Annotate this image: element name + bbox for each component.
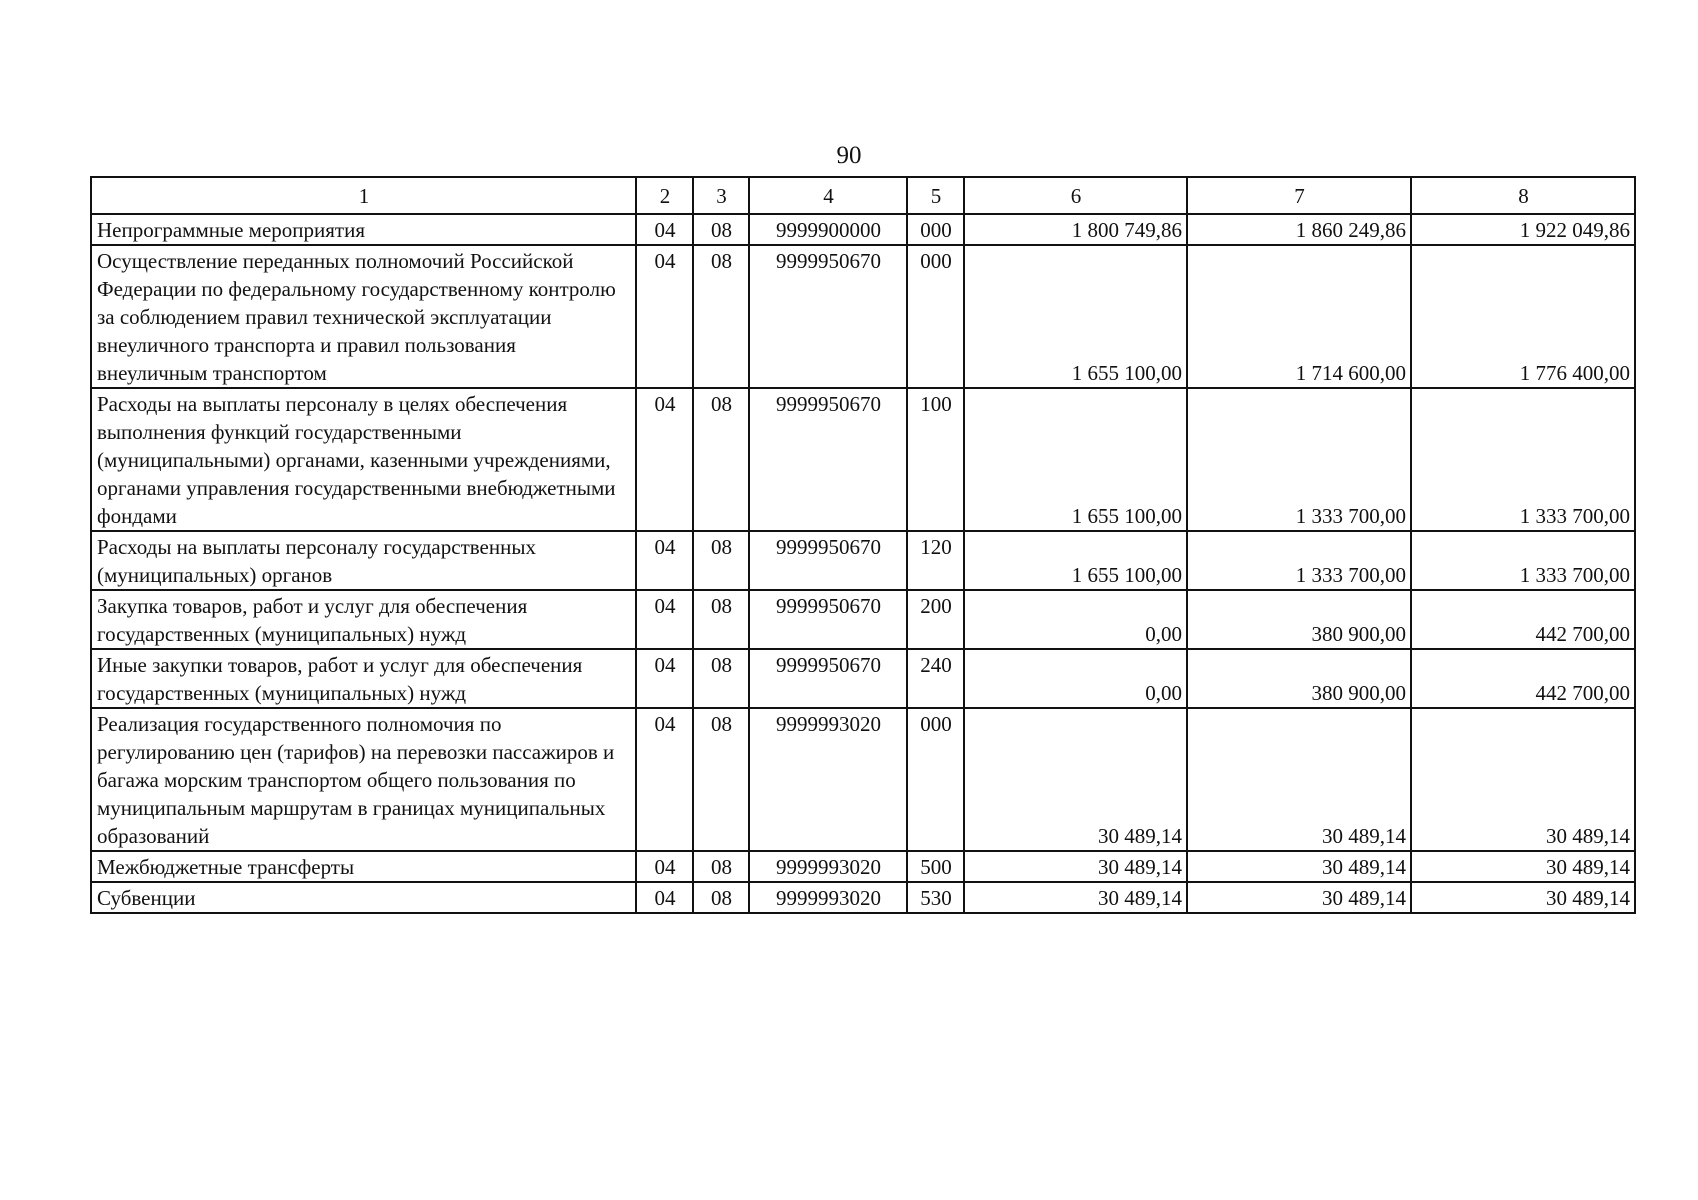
column-header-4: 4 <box>749 177 907 214</box>
section-code-cell: 04 <box>636 590 693 649</box>
amount-col6-cell: 30 489,14 <box>964 882 1187 913</box>
expense-type-code-cell: 530 <box>907 882 964 913</box>
amount-col8-cell: 442 700,00 <box>1411 590 1635 649</box>
amount-col8-cell: 1 922 049,86 <box>1411 214 1635 245</box>
amount-col7-cell: 1 714 600,00 <box>1187 245 1411 388</box>
expense-name: Закупка товаров, работ и услуг для обеспечения государственных (муниципальных) нужд <box>97 594 528 646</box>
expense-type-code-cell: 240 <box>907 649 964 708</box>
table-row <box>91 649 1635 708</box>
target-article-code-cell: 9999950670 <box>749 388 907 531</box>
page-number: 90 <box>836 142 862 169</box>
section-code-cell: 04 <box>636 649 693 708</box>
table-row <box>91 882 1635 913</box>
amount-col7-cell: 30 489,14 <box>1187 851 1411 882</box>
target-article-code-cell: 9999950670 <box>749 245 907 388</box>
expense-name-cell <box>91 245 636 388</box>
amount-col7-cell: 1 333 700,00 <box>1187 388 1411 531</box>
column-header-2: 2 <box>636 177 693 214</box>
subsection-code-cell: 08 <box>693 214 749 245</box>
expense-name: Субвенции <box>97 886 196 910</box>
table-row <box>91 388 1635 531</box>
expense-name: Иные закупки товаров, работ и услуг для обеспечения государственных (муниципальных) нужд <box>97 653 583 705</box>
target-article-code-cell: 9999950670 <box>749 649 907 708</box>
amount-col8-cell: 1 333 700,00 <box>1411 388 1635 531</box>
amount-col6-cell: 1 800 749,86 <box>964 214 1187 245</box>
table-row <box>91 851 1635 882</box>
amount-col7-cell: 1 333 700,00 <box>1187 531 1411 590</box>
subsection-code-cell: 08 <box>693 590 749 649</box>
expense-name-cell <box>91 851 636 882</box>
expense-name: Расходы на выплаты персоналу государственных (муниципальных) органов <box>97 535 536 587</box>
expense-name: Расходы на выплаты персоналу в целях обеспечения выполнения функций государственными (муниципальными) органами, казенными учреждениями, органами управления государственными внебюджетными фондами <box>97 392 616 528</box>
amount-col8-cell: 30 489,14 <box>1411 882 1635 913</box>
expense-name-cell <box>91 708 636 851</box>
amount-col8-cell: 30 489,14 <box>1411 708 1635 851</box>
subsection-code-cell: 08 <box>693 649 749 708</box>
amount-col6-cell: 1 655 100,00 <box>964 531 1187 590</box>
section-code-cell: 04 <box>636 708 693 851</box>
budget-table <box>90 176 1636 914</box>
subsection-code-cell: 08 <box>693 708 749 851</box>
expense-name-cell <box>91 531 636 590</box>
expense-name: Непрограммные мероприятия <box>97 218 365 242</box>
section-code-cell: 04 <box>636 882 693 913</box>
amount-col6-cell: 1 655 100,00 <box>964 245 1187 388</box>
expense-name-cell <box>91 214 636 245</box>
amount-col6-cell: 30 489,14 <box>964 851 1187 882</box>
amount-col6-cell: 30 489,14 <box>964 708 1187 851</box>
target-article-code-cell: 9999993020 <box>749 708 907 851</box>
target-article-code-cell: 9999950670 <box>749 531 907 590</box>
column-header-8: 8 <box>1411 177 1635 214</box>
expense-type-code-cell: 200 <box>907 590 964 649</box>
amount-col7-cell: 380 900,00 <box>1187 649 1411 708</box>
column-header-7: 7 <box>1187 177 1411 214</box>
expense-name-cell <box>91 388 636 531</box>
target-article-code-cell: 9999993020 <box>749 851 907 882</box>
expense-type-code-cell: 000 <box>907 708 964 851</box>
amount-col7-cell: 1 860 249,86 <box>1187 214 1411 245</box>
expense-name-cell <box>91 882 636 913</box>
amount-col7-cell: 30 489,14 <box>1187 882 1411 913</box>
section-code-cell: 04 <box>636 245 693 388</box>
expense-name: Реализация государственного полномочия по регулированию цен (тарифов) на перевозки пассажиров и багажа морским транспортом общего пользования по муниципальным маршрутам в границах муниципальных образований <box>97 712 615 848</box>
column-header-3: 3 <box>693 177 749 214</box>
expense-type-code-cell: 500 <box>907 851 964 882</box>
table-row <box>91 590 1635 649</box>
column-header-6: 6 <box>964 177 1187 214</box>
subsection-code-cell: 08 <box>693 531 749 590</box>
table-row <box>91 214 1635 245</box>
column-header-1: 1 <box>91 177 636 214</box>
column-header-5: 5 <box>907 177 964 214</box>
section-code-cell: 04 <box>636 388 693 531</box>
expense-name-cell <box>91 649 636 708</box>
table-row <box>91 531 1635 590</box>
subsection-code-cell: 08 <box>693 851 749 882</box>
table-row <box>91 245 1635 388</box>
column-number-header-row <box>91 177 1635 214</box>
target-article-code-cell: 9999900000 <box>749 214 907 245</box>
amount-col6-cell: 0,00 <box>964 649 1187 708</box>
section-code-cell: 04 <box>636 851 693 882</box>
expense-name: Межбюджетные трансферты <box>97 855 355 879</box>
table-row <box>91 708 1635 851</box>
section-code-cell: 04 <box>636 531 693 590</box>
subsection-code-cell: 08 <box>693 882 749 913</box>
amount-col8-cell: 1 776 400,00 <box>1411 245 1635 388</box>
expense-name: Осуществление переданных полномочий Российской Федерации по федеральному государственному контролю за соблюдением правил технической эксплуатации внеуличного транспорта и правил пользования внеуличным транспортом <box>97 249 616 385</box>
expense-type-code-cell: 100 <box>907 388 964 531</box>
expense-type-code-cell: 120 <box>907 531 964 590</box>
target-article-code-cell: 9999993020 <box>749 882 907 913</box>
expense-name-cell <box>91 590 636 649</box>
amount-col8-cell: 1 333 700,00 <box>1411 531 1635 590</box>
amount-col8-cell: 442 700,00 <box>1411 649 1635 708</box>
target-article-code-cell: 9999950670 <box>749 590 907 649</box>
subsection-code-cell: 08 <box>693 388 749 531</box>
amount-col7-cell: 30 489,14 <box>1187 708 1411 851</box>
amount-col8-cell: 30 489,14 <box>1411 851 1635 882</box>
amount-col7-cell: 380 900,00 <box>1187 590 1411 649</box>
expense-type-code-cell: 000 <box>907 214 964 245</box>
amount-col6-cell: 0,00 <box>964 590 1187 649</box>
section-code-cell: 04 <box>636 214 693 245</box>
expense-type-code-cell: 000 <box>907 245 964 388</box>
amount-col6-cell: 1 655 100,00 <box>964 388 1187 531</box>
subsection-code-cell: 08 <box>693 245 749 388</box>
